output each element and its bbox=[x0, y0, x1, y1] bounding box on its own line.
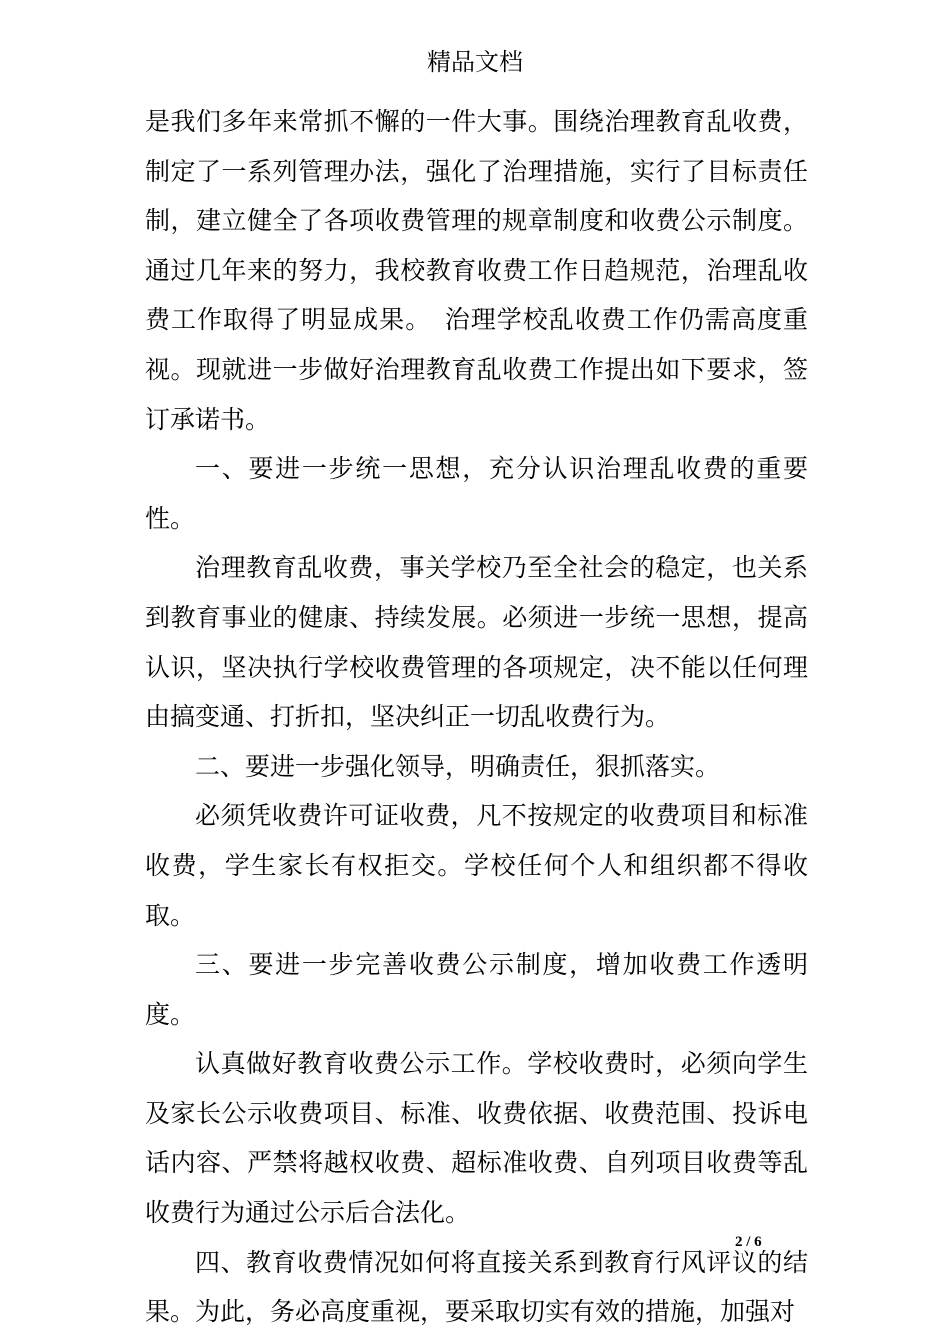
section-heading-1: 一、要进一步统一思想，充分认识治理乱收费的重要性。 bbox=[145, 454, 808, 533]
page-header-title: 精品文档 bbox=[427, 48, 523, 76]
paragraph-intro: 是我们多年来常抓不懈的一件大事。围绕治理教育乱收费，制定了一系列管理办法，强化了治理措施，实行了目标责任制，建立健全了各项收费管理的规章制度和收费公示制度。通过几年来的努力，我校教育收费工作日趋规范，治理乱收费工作取得了明显成果。 治理学校乱收费工作仍需高度重视。现就进一步做好治理教育乱收费工作提出如下要求，签订承诺书。 bbox=[145, 107, 808, 434]
paragraph-section-2: 必须凭收费许可证收费，凡不按规定的收费项目和标准收费，学生家长有权拒交。学校任何个人和组织都不得收取。 bbox=[145, 801, 808, 930]
page-number: 2 / 6 bbox=[735, 1234, 762, 1250]
section-heading-4: 四、教育收费情况如何将直接关系到教育行风评议的结果。为此，务必高度重视，要采取切实有效的措施，加强对 bbox=[145, 1247, 808, 1327]
section-heading-2: 二、要进一步强化领导，明确责任，狠抓落实。 bbox=[195, 751, 721, 781]
document-body bbox=[145, 97, 808, 1337]
paragraph-section-3: 认真做好教育收费公示工作。学校收费时，必须向学生及家长公示收费项目、标准、收费依据、收费范围、投诉电话内容、严禁将越权收费、超标准收费、自列项目收费等乱收费行为通过公示后合法化。 bbox=[145, 1049, 808, 1228]
paragraph-section-1: 治理教育乱收费，事关学校乃至全社会的稳定，也关系到教育事业的健康、持续发展。必须进一步统一思想，提高认识，坚决执行学校收费管理的各项规定，决不能以任何理由搞变通、打折扣，坚决纠正一切乱收费行为。 bbox=[145, 553, 808, 732]
section-heading-3: 三、要进一步完善收费公示制度，增加收费工作透明度。 bbox=[145, 950, 808, 1029]
